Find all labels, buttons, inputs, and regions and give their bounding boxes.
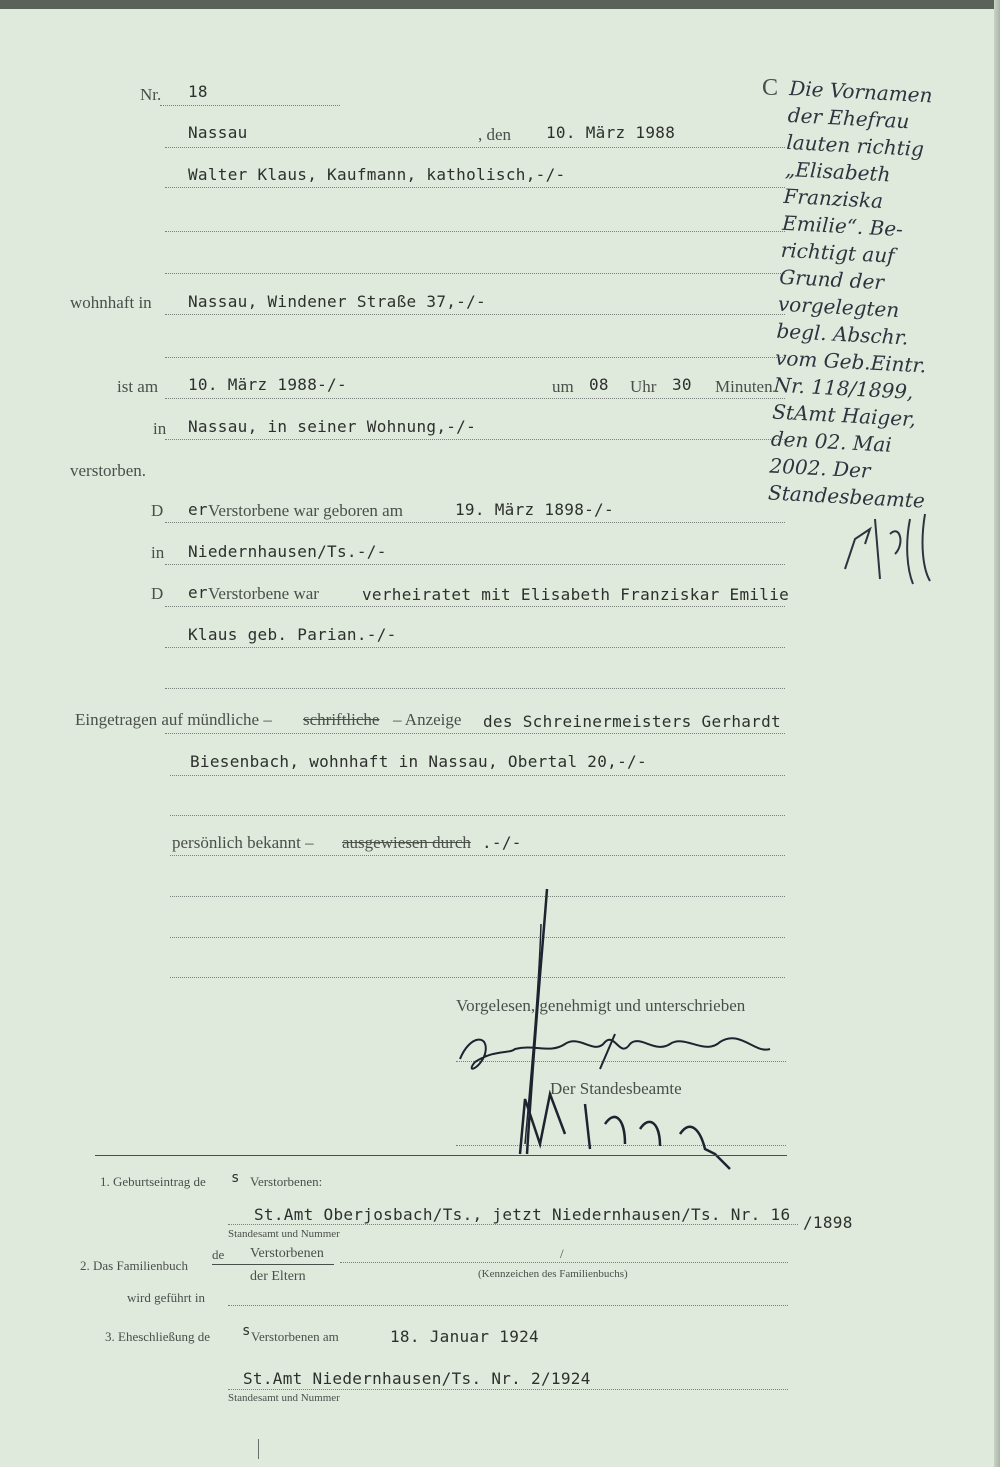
- margin-tick: [258, 1439, 259, 1459]
- address: Nassau, Windener Straße 37,-/-: [188, 292, 486, 311]
- rule: [165, 187, 785, 188]
- rule: [165, 522, 785, 523]
- ist-am-label: ist am: [117, 377, 159, 396]
- document-page: [0, 9, 994, 1467]
- ehe-label: 3. Eheschließung de: [105, 1329, 211, 1344]
- d-label: D: [151, 501, 164, 520]
- choice-rule: [212, 1264, 334, 1265]
- death-hour: 08: [589, 375, 609, 394]
- anzeige-line-2: Biesenbach, wohnhaft in Nassau, Obertal 20,-/-: [190, 752, 647, 771]
- rule: [165, 273, 785, 274]
- anzeige-label: – Anzeige: [393, 710, 462, 729]
- footer-rule: [95, 1155, 787, 1156]
- ehe-date: 18. Januar 1924: [390, 1327, 539, 1346]
- den-label: , den: [478, 125, 512, 144]
- gefuehrt-label: wird geführt in: [127, 1290, 205, 1305]
- declarant: Walter Klaus, Kaufmann, katholisch,-/-: [188, 165, 566, 184]
- margin-note-line: den 02. Mai: [770, 426, 893, 457]
- rule: [165, 647, 785, 648]
- eltern-choice: der Eltern: [250, 1269, 306, 1284]
- margin-note: [767, 75, 946, 515]
- nr-label: Nr.: [140, 85, 162, 104]
- geburt-year: /1898: [803, 1213, 853, 1232]
- nr-value: 18: [188, 82, 208, 101]
- rule: [165, 398, 785, 399]
- death-place: Nassau, in seiner Wohnung,-/-: [188, 417, 477, 436]
- scan-top-edge: [0, 0, 1000, 9]
- rule: [165, 439, 785, 440]
- in2-label: in: [151, 543, 165, 562]
- verstorben-label: verstorben.: [70, 461, 147, 480]
- uhr-label: Uhr: [630, 377, 657, 396]
- kennzeichen-label: (Kennzeichen des Familienbuchs): [478, 1268, 628, 1280]
- rule: [170, 815, 785, 816]
- rule: [165, 733, 785, 734]
- margin-note-line: vom Geb.Eintr.: [774, 345, 927, 378]
- rule: [165, 231, 785, 232]
- ehe-s: s: [242, 1323, 251, 1339]
- margin-note-line: Franziska: [783, 183, 884, 214]
- signatures: [455, 884, 795, 1184]
- er-prefix: er: [188, 500, 208, 519]
- rule: [165, 357, 785, 358]
- rule: [170, 855, 785, 856]
- standesamt-label: Standesamt und Nummer: [228, 1228, 340, 1240]
- ehe-suffix: Verstorbenen am: [251, 1329, 339, 1344]
- margin-note-line: Die Vornamen: [788, 75, 934, 108]
- rule: [165, 564, 785, 565]
- margin-c: C: [762, 75, 779, 101]
- de-label: de: [212, 1247, 225, 1262]
- eingetragen-label: Eingetragen auf mündliche –: [75, 710, 272, 729]
- rule: [165, 147, 785, 148]
- geburt-label: 1. Geburtseintrag de: [100, 1174, 206, 1189]
- geburt-value: St.Amt Oberjosbach/Ts., jetzt Niedernhausen/Ts. Nr. 16: [254, 1205, 791, 1224]
- familienbuch-slash: /: [560, 1246, 564, 1261]
- margin-note-line: vorgelegten: [777, 291, 900, 323]
- verstorbenen-choice: Verstorbenen: [250, 1246, 324, 1261]
- rule: [228, 1224, 798, 1225]
- married-line-2: Klaus geb. Parian.-/-: [188, 625, 397, 644]
- margin-note-line: StAmt Haiger,: [771, 399, 917, 432]
- birth-date: 19. März 1898-/-: [455, 500, 614, 519]
- margin-note-line: Grund der: [778, 264, 885, 295]
- rule: [165, 606, 785, 607]
- death-minutes: 30: [672, 375, 692, 394]
- rule: [160, 105, 340, 106]
- geburt-s: s: [231, 1170, 240, 1186]
- margin-note-line: Emilie“. Be-: [781, 210, 904, 242]
- anzeige-line-1: des Schreinermeisters Gerhardt: [483, 712, 781, 731]
- wohnhaft-label: wohnhaft in: [70, 293, 152, 312]
- married-line-1: verheiratet mit Elisabeth Franziskar Emilie: [362, 585, 790, 604]
- familienbuch-label: 2. Das Familienbuch: [80, 1258, 188, 1273]
- margin-note-line: richtigt auf: [780, 237, 896, 268]
- ausgewiesen-struck: ausgewiesen durch: [342, 833, 471, 852]
- d-label-2: D: [151, 584, 164, 603]
- margin-note-line: 2002. Der: [768, 453, 872, 483]
- minuten-label: Minuten: [715, 377, 773, 396]
- rule: [165, 688, 785, 689]
- er-prefix-2: er: [188, 583, 208, 602]
- rule: [228, 1389, 788, 1390]
- standesbeamte-label: Der Standesbeamte: [550, 1079, 682, 1098]
- geburt-suffix: Verstorbenen:: [250, 1174, 323, 1189]
- margin-note-line: der Ehefrau: [787, 102, 911, 134]
- death-date: 10. März 1988-/-: [188, 375, 347, 394]
- vorgelesen-label: Vorgelesen, genehmigt und unterschrieben: [456, 996, 746, 1015]
- rule: [165, 314, 785, 315]
- rule: [170, 775, 785, 776]
- registrar-margin-signature: [835, 499, 955, 589]
- standesamt-label-2: Standesamt und Nummer: [228, 1392, 340, 1404]
- ehe-place: St.Amt Niedernhausen/Ts. Nr. 2/1924: [243, 1369, 591, 1388]
- place: Nassau: [188, 123, 248, 142]
- margin-note-line: lauten richtig: [785, 129, 925, 162]
- schriftliche-struck: schriftliche: [303, 710, 380, 729]
- bekannt-label: persönlich bekannt –: [172, 833, 314, 852]
- record-date: 10. März 1988: [546, 123, 676, 142]
- born-label: Verstorbene war geboren am: [208, 501, 403, 520]
- rule: [340, 1262, 788, 1263]
- birth-place: Niedernhausen/Ts.-/-: [188, 542, 387, 561]
- scan-right-edge: [994, 0, 1000, 1467]
- margin-note-line: begl. Abschr.: [775, 318, 909, 350]
- bekannt-suffix: .-/-: [482, 833, 522, 852]
- margin-note-line: Nr. 118/1899,: [773, 372, 914, 404]
- um-label: um: [552, 377, 574, 396]
- margin-note-line: Standesbeamte: [767, 480, 926, 513]
- margin-note-line: „Elisabeth: [784, 156, 892, 187]
- rule: [228, 1305, 788, 1306]
- in-label: in: [153, 419, 167, 438]
- war-label: Verstorbene war: [208, 584, 319, 603]
